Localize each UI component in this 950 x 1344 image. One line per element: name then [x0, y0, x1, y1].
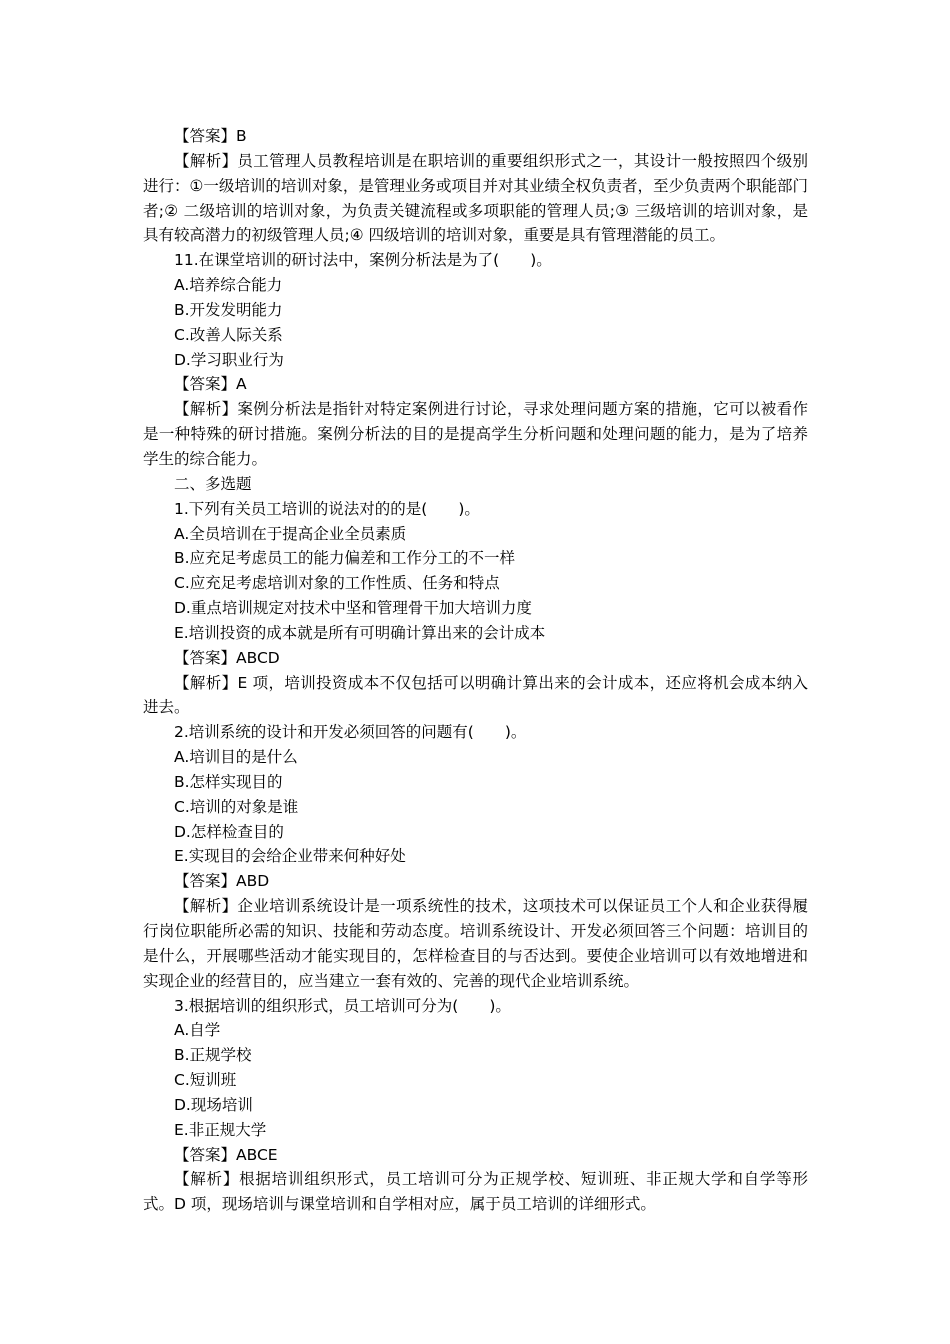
- answer-line: 【答案】ABCE: [174, 1145, 278, 1164]
- option-b: B.正规学校: [174, 1046, 252, 1065]
- answer-line: 【答案】A: [174, 375, 247, 394]
- section-heading: 二、多选题: [174, 474, 252, 493]
- answer-line: 【答案】B: [174, 127, 247, 145]
- option-c: C.培训的对象是谁: [174, 797, 299, 816]
- option-c: C.应充足考虑培训对象的工作性质、任务和特点: [174, 574, 500, 593]
- explanation-paragraph: 【解析】员工管理人员教程培训是在职培训的重要组织形式之一，其设计一般按照四个级别进行：①一级培训的培训对象，是管理业务或项目并对其业绩全权负责者，至少负责两个职能部门者;② 二级培训的培训对象，为负责关键流程或多项职能的管理人员;③ 三级培训的培训对象，是具有较高潜力的初级管理人员;④ 四级培训的培训对象，重要是具有管理潜能的员工。: [143, 151, 808, 245]
- answer-line: 【答案】ABCD: [174, 648, 280, 667]
- option-b: B.应充足考虑员工的能力偏差和工作分工的不一样: [174, 549, 516, 568]
- question-stem: 3.根据培训的组织形式，员工培训可分为( )。: [174, 996, 511, 1015]
- option-a: A.全员培训在于提高企业全员素质: [174, 524, 407, 543]
- option-a: A.培养综合能力: [174, 276, 283, 295]
- explanation-paragraph: 【解析】根据培训组织形式，员工培训可分为正规学校、短训班、非正规大学和自学等形式。D 项，现场培训与课堂培训和自学相对应，属于员工培训的详细形式。: [143, 1170, 808, 1214]
- explanation-paragraph: 【解析】企业培训系统设计是一项系统性的技术，这项技术可以保证员工个人和企业获得履行岗位职能所必需的知识、技能和劳动态度。培训系统设计、开发必须回答三个问题：培训目的是什么，开展哪些活动才能实现目的，怎样检查目的与否达到。要使企业培训可以有效地增进和实现企业的经营目的，应当建立一套有效的、完善的现代企业培训系统。: [143, 897, 808, 990]
- option-b: B.开发发明能力: [174, 300, 283, 319]
- option-a: A.培训目的是什么: [174, 748, 298, 767]
- document-content: [143, 124, 808, 1217]
- option-a: A.自学: [174, 1021, 221, 1040]
- option-e: E.实现目的会给企业带来何种好处: [174, 847, 406, 866]
- explanation-paragraph: 【解析】E 项，培训投资成本不仅包括可以明确计算出来的会计成本，还应将机会成本纳入进去。: [143, 673, 808, 717]
- question-stem: 2.培训系统的设计和开发必须回答的问题有( )。: [174, 723, 527, 742]
- explanation-paragraph: 【解析】案例分析法是指针对特定案例进行讨论，寻求处理问题方案的措施，它可以被看作是一种特殊的研讨措施。案例分析法的目的是提高学生分析问题和处理问题的能力，是为了培养学生的综合能力。: [143, 400, 808, 468]
- option-c: C.短训班: [174, 1071, 237, 1090]
- option-e: E.培训投资的成本就是所有可明确计算出来的会计成本: [174, 623, 546, 642]
- question-stem: 1.下列有关员工培训的说法对的的是( )。: [174, 499, 480, 518]
- option-b: B.怎样实现目的: [174, 772, 283, 791]
- question-stem: 11.在课堂培训的研讨法中，案例分析法是为了( )。: [174, 251, 552, 270]
- option-d: D.重点培训规定对技术中坚和管理骨干加大培训力度: [174, 599, 532, 618]
- option-e: E.非正规大学: [174, 1120, 267, 1139]
- option-d: D.现场培训: [174, 1095, 253, 1114]
- option-d: D.学习职业行为: [174, 350, 284, 369]
- option-c: C.改善人际关系: [174, 325, 283, 344]
- option-d: D.怎样检查目的: [174, 822, 284, 841]
- answer-line: 【答案】ABD: [174, 872, 270, 891]
